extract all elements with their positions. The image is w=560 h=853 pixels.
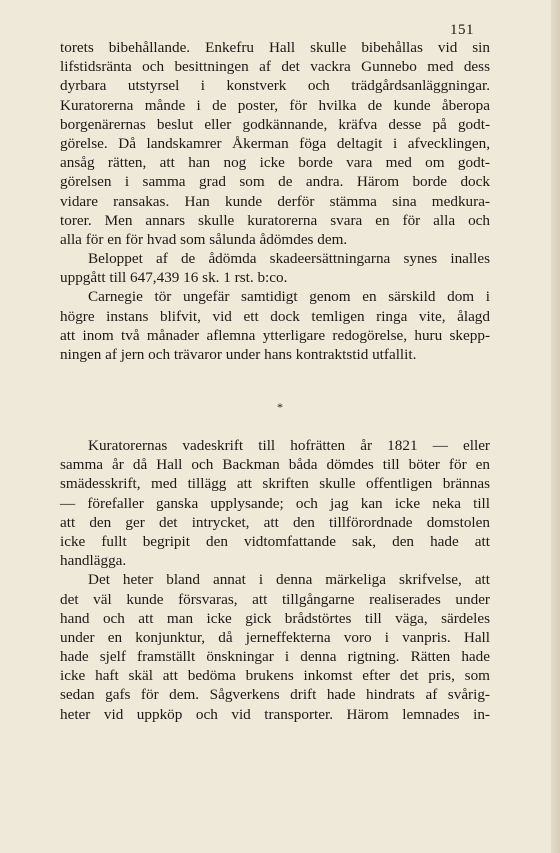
text-line: icke haft skäl att bedöma brukens inkomst efter det pris, som (60, 667, 490, 685)
text-line: under en konjunktur, då jerneffekterna voro i vanpris. Hall (60, 628, 490, 646)
text-line: torer. Men annars skulle kuratorerna svara en för alla och (60, 211, 490, 229)
text-line: att den ger det intrycket, att den tillförordnade domstolen (60, 513, 490, 531)
text-line: smädesskrift, med tillägg att skriften skulle offentligen brännas (60, 475, 490, 493)
text-line: högre instans blifvit, vid ett dock temligen ringa vite, ålagd (60, 307, 490, 325)
text-line: att inom två månader aflemna ytterligare redogörelse, huru skepp- (60, 326, 490, 344)
text-block-one (60, 38, 490, 364)
text-line: Beloppet af de ådömda skadeersättningarna synes inalles (88, 250, 490, 268)
text-line: görelse. Då landskamrer Åkerman föga deltagit i afvecklingen, (60, 134, 490, 152)
page-edge (551, 0, 560, 853)
text-line: heter vid uppköp och vid transporter. Härom lemnades in- (60, 705, 490, 723)
text-line: hand och att man icke gick brådstörtes till väga, särdeles (60, 609, 490, 627)
text-line: samma år då Hall och Backman båda dömdes till böter för en (60, 456, 490, 474)
text-line: ningen af jern och trävaror under hans kontraktstid utfallit. (60, 346, 417, 363)
section-separator: * (277, 400, 283, 414)
text-line: vidare ransakas. Han kunde derför stämma sina medkura- (60, 192, 490, 210)
text-line: sedan gafs för dem. Sågverkens drift hade hindrats af svårig- (60, 686, 490, 704)
text-block-two (60, 436, 490, 724)
text-line: Det heter bland annat i denna märkeliga skrifvelse, att (88, 571, 490, 589)
text-line: ansåg rätten, att han nog icke borde vara med om godt- (60, 154, 490, 172)
text-line: görelsen i samma grad som de andra. Härom borde dock (60, 173, 490, 191)
text-line: Carnegie tör ungefär samtidigt genom en särskild dom i (88, 288, 490, 306)
text-line: — förefaller ganska upplysande; och jag kan icke neka till (60, 494, 490, 512)
text-line: hade sjelf framställt önskningar i denna rigtning. Rätten hade (60, 648, 490, 666)
text-line: uppgått till 647,439 16 sk. 1 rst. b:co. (60, 269, 288, 287)
text-line: torets bibehållande. Enkefru Hall skulle bibehållas vid sin (60, 39, 490, 56)
text-line: Kuratorernas vadeskrift till hofrätten år 1821 — eller (88, 437, 490, 454)
text-line: dyrbara utstyrsel i konstverk och trädgårdsanläggningar. (60, 77, 490, 95)
text-line: det väl kunde försvaras, att tillgångarne realiserades under (60, 590, 490, 608)
text-line: alla för en för hvad som sålunda ådömdes dem. (60, 230, 348, 248)
text-line: borgenärernas beslut eller godkännande, kräfva desse på godt- (60, 115, 490, 133)
page-number: 151 (450, 22, 474, 38)
text-line: handlägga. (60, 552, 127, 570)
text-line: icke fullt begripit den vidtomfattande sak, den hade att (60, 532, 490, 550)
text-line: Kuratorerna månde i de poster, för hvilka de kunde åberopa (60, 96, 490, 114)
text-line: lifstidsränta och besittningen af det vackra Gunnebo med dess (60, 58, 490, 76)
